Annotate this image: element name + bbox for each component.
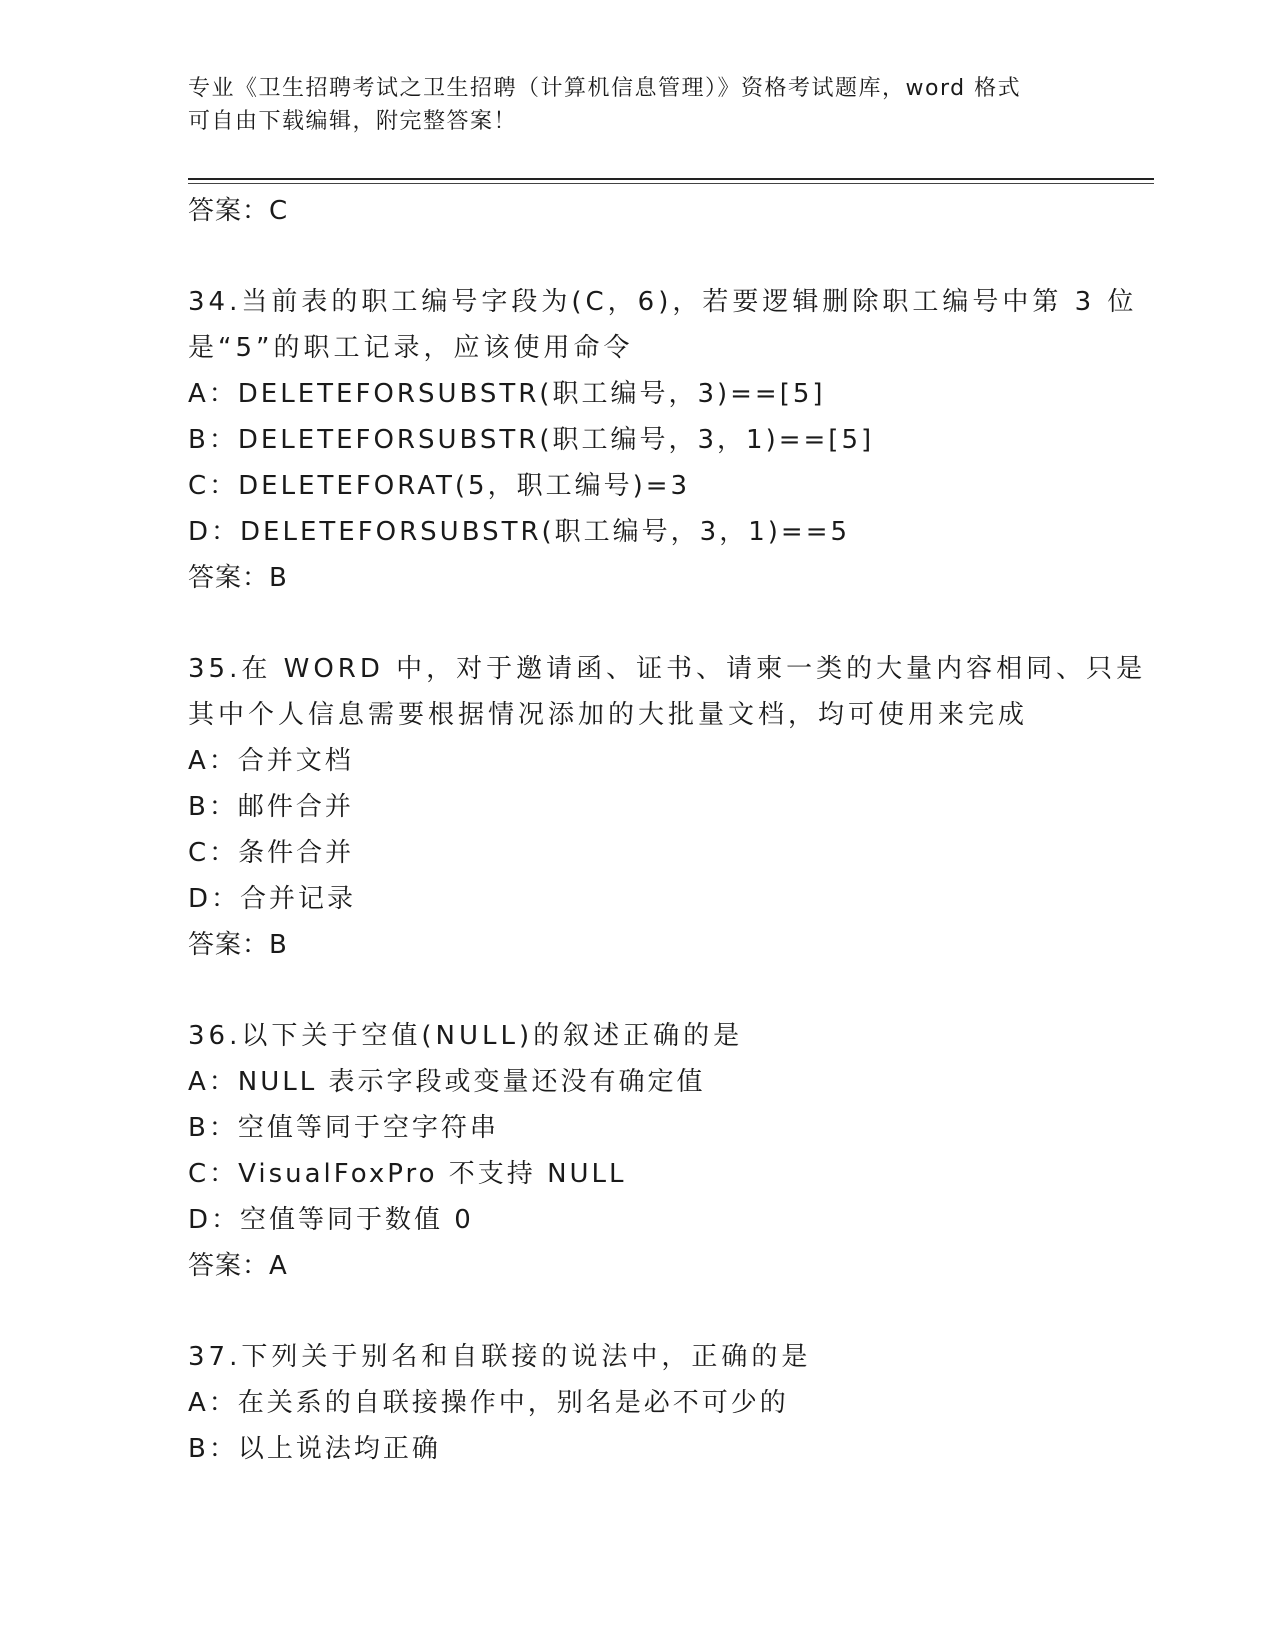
option-a: A：DELETEFORSUBSTR(职工编号，3)==[5]: [188, 379, 826, 409]
question-stem: [188, 1013, 1154, 1059]
document-body: [188, 188, 1154, 1472]
option-d: D：合并记录: [188, 884, 357, 914]
option-a: A：合并文档: [188, 746, 354, 776]
question-block-36: [188, 1013, 1154, 1289]
header-line-2: 可自由下载编辑，附完整答案！: [188, 109, 518, 134]
answer-line: 答案：A: [188, 1251, 288, 1281]
question-stem-line: 34.当前表的职工编号字段为(C，6)，若要逻辑删除职工编号中第 3 位: [188, 287, 1138, 317]
header-divider-thick: [188, 178, 1154, 180]
option-c: C：条件合并: [188, 838, 355, 868]
option-b: B：邮件合并: [188, 792, 354, 822]
option-a: A：在关系的自联接操作中，别名是必不可少的: [188, 1388, 789, 1418]
answer-line: 答案：C: [188, 196, 289, 226]
question-block-37: [188, 1334, 1154, 1472]
answer-line: 答案：B: [188, 563, 288, 593]
question-stem-line: 是“5”的职工记录，应该使用命令: [188, 333, 634, 363]
question-stem-line: 其中个人信息需要根据情况添加的大批量文档，均可使用来完成: [188, 700, 1029, 730]
question-block-34: [188, 279, 1154, 601]
question-stem: [188, 1334, 1154, 1380]
option-c: C：VisualFoxPro 不支持 NULL: [188, 1159, 627, 1189]
question-stem-line: 35.在 WORD 中，对于邀请函、证书、请柬一类的大量内容相同、只是: [188, 654, 1147, 684]
question-stem: [188, 279, 1154, 371]
option-d: D：空值等同于数值 0: [188, 1205, 474, 1235]
option-c: C：DELETEFORAT(5，职工编号)=3: [188, 471, 691, 501]
answer-line: 答案：B: [188, 930, 288, 960]
question-stem: [188, 646, 1154, 738]
header-line-1: 专业《卫生招聘考试之卫生招聘（计算机信息管理）》资格考试题库，word 格式: [188, 76, 1022, 101]
option-a: A：NULL 表示字段或变量还没有确定值: [188, 1067, 706, 1097]
option-d: D：DELETEFORSUBSTR(职工编号，3，1)==5: [188, 517, 851, 547]
question-stem-line: 36.以下关于空值(NULL)的叙述正确的是: [188, 1021, 744, 1051]
question-stem-line: 37.下列关于别名和自联接的说法中，正确的是: [188, 1342, 812, 1372]
document-header: [188, 72, 1088, 138]
option-b: B：空值等同于空字符串: [188, 1113, 499, 1143]
header-divider-thin: [188, 183, 1154, 184]
question-block-35: [188, 646, 1154, 968]
option-b: B：DELETEFORSUBSTR(职工编号，3，1)==[5]: [188, 425, 875, 455]
option-b: B：以上说法均正确: [188, 1434, 441, 1464]
